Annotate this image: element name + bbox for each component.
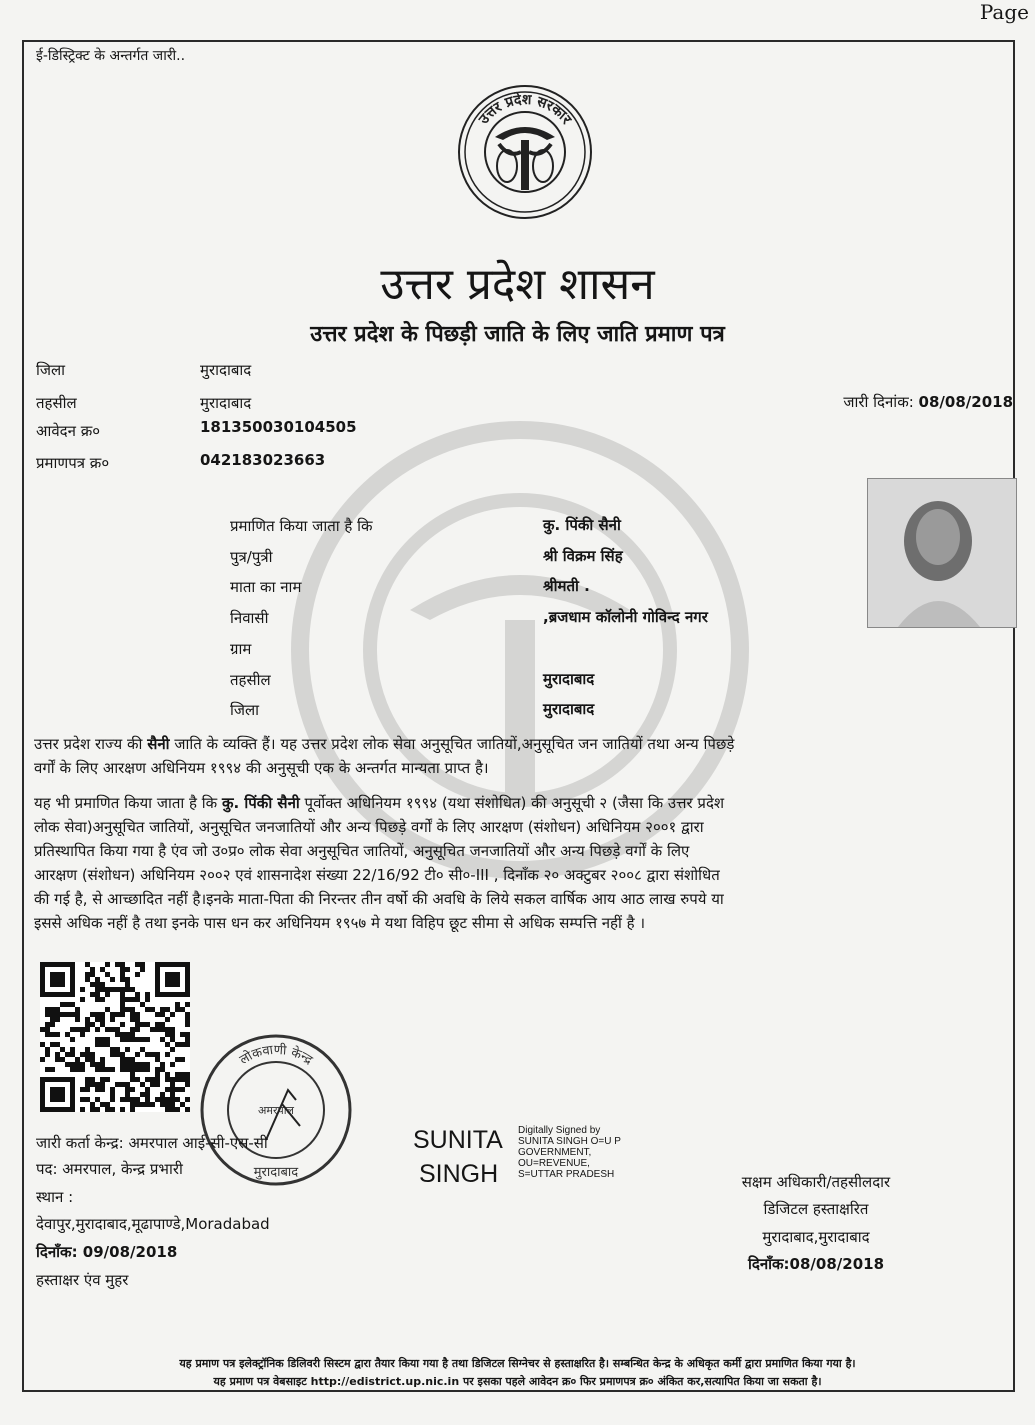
mother-name: श्रीमती .: [543, 577, 590, 595]
tehsil-label: तहसील: [36, 394, 77, 412]
footer-note-2: यह प्रमाण पत्र वेबसाइट http://edistrict.up.nic.in पर इसका पहले आवेदन क्र० फिर प्रमाणपत्र क्र० अंकित कर,सत्यापित किया जा सकता है।: [213, 1375, 822, 1388]
application-number-value: 181350030104505: [200, 418, 357, 436]
caste-paragraph: [34, 732, 1009, 780]
para2-line3: प्रतिस्थापित किया गया है एंव जो उ०प्र० लोक सेवा अनुसूचित जातियों, अनुसूचित जनजातियों और अन्य पिछड़े वर्गों के लिए: [34, 842, 690, 860]
certificate-number-value: 042183023663: [200, 451, 326, 469]
caste-name: सैनी: [147, 735, 170, 753]
para2-line6: इससे अधिक नहीं है तथा इनके पास धन कर अधिनियम १९५७ मे यथा विहिप छूट सीमा से अधिक सम्पत्ति नहीं है ।: [34, 914, 646, 932]
seal-bottom-text: मुरादाबाद: [253, 1165, 299, 1180]
seal-top-text: लोकवाणी केन्द्र: [237, 1042, 316, 1069]
issuing-center: जारी कर्ता केन्द्र: अमरपाल आई-सी-एस-सी: [36, 1134, 268, 1152]
digital-signature-details: [518, 1125, 621, 1180]
sig-detail-line: Digitally Signed by: [518, 1125, 601, 1136]
detail-district-label: जिला: [230, 701, 260, 719]
resident-label: निवासी: [230, 609, 269, 627]
sig-detail-line: S=UTTAR PRADESH: [518, 1169, 615, 1180]
verification-qr-code: [40, 962, 190, 1116]
parent-label: पुत्र/पुत्री: [230, 548, 273, 566]
page-label: Page: [979, 0, 1029, 24]
signature-and-seal-label: हस्ताक्षर एंव मुहर: [36, 1271, 129, 1289]
para2-line4: आरक्षण (संशोधन) अधिनियम २००२ एवं शासनादेश संख्या 22/16/92 टी० सी०-III , दिनाँक २० अक्टुबर २००८ द्वारा संशोधित: [34, 866, 720, 884]
authority-digital-signed: डिजिटल हस्ताक्षरित: [763, 1200, 869, 1218]
resident-address: ,ब्रजधाम कॉलोनी गोविन्द नगर: [543, 608, 708, 626]
father-name: श्री विक्रम सिंह: [543, 547, 623, 565]
tehsil-value: मुरादाबाद: [200, 394, 252, 412]
footer-note-1: यह प्रमाण पत्र इलेक्ट्रॉनिक डिलिवरी सिस्टम द्वारा तैयार किया गया है तथा डिजिटल सिग्नेचर से हस्ताक्षरित है। सम्बन्धित केन्द्र के अधिकृत कर्मी द्वारा प्रमाणित किया गया है।: [179, 1357, 856, 1370]
seal-mid-text: अमरपाल: [257, 1104, 295, 1117]
svg-text:लोकवाणी केन्द्र: [237, 1042, 316, 1069]
place-value: देवापुर,मुरादाबाद,मूढापाण्डे,Moradabad: [36, 1215, 270, 1233]
emblem-arc-text: उत्तर प्रदेश सरकार: [475, 91, 575, 128]
para2-applicant-name: कु. पिंकी सैनी: [221, 794, 300, 812]
district-label: जिला: [36, 361, 66, 379]
issuer-post: पद: अमरपाल, केन्द्र प्रभारी: [36, 1160, 183, 1178]
district-value: मुरादाबाद: [200, 361, 252, 379]
certificate-number-label: प्रमाणपत्र क्र०: [36, 454, 110, 472]
up-government-emblem: [455, 82, 595, 226]
para2-text-a: यह भी प्रमाणित किया जाता है कि: [34, 794, 222, 812]
para1-text-c: जाति के व्यक्ति हैं। यह उत्तर प्रदेश लोक सेवा अनुसूचित जातियों,अनुसूचित जन जातियों तथा अन्य पिछड़े: [169, 735, 735, 753]
place-label: स्थान :: [36, 1188, 74, 1206]
detail-tehsil-value: मुरादाबाद: [543, 670, 595, 688]
authority-title: सक्षम अधिकारी/तहसीलदार: [741, 1173, 891, 1191]
authority-location: मुरादाबाद,मुरादाबाद: [762, 1228, 870, 1246]
signer-last-name: SINGH: [419, 1160, 499, 1188]
issue-date-label: जारी दिनांक:: [843, 393, 914, 411]
detail-tehsil-label: तहसील: [230, 671, 271, 689]
para1-text-a: उत्तर प्रदेश राज्य की: [34, 735, 148, 753]
certification-paragraph: [34, 791, 1009, 935]
para2-line2: लोक सेवा)अनुसूचित जातियों, अनुसूचित जनजातियों और अन्य पिछड़े वर्गों के लिए आरक्षण (संशोधन) अधिनियम २००१ द्वारा: [34, 818, 704, 836]
issue-date-value: 08/08/2018: [918, 393, 1013, 411]
sig-detail-line: GOVERNMENT,: [518, 1147, 592, 1158]
issue-date: [843, 392, 1013, 412]
certified-label: प्रमाणित किया जाता है कि: [230, 517, 373, 535]
issuer-date: दिनाँक: 09/08/2018: [36, 1243, 178, 1261]
signer-first-name: SUNITA: [413, 1126, 503, 1154]
mother-label: माता का नाम: [230, 578, 302, 596]
issued-under-note: ई-डिस्ट्रिक्ट के अन्तर्गत जारी..: [36, 48, 186, 64]
certificate-subtitle: उत्तर प्रदेश के पिछड़ी जाति के लिए जाति प्रमाण पत्र: [310, 322, 725, 347]
applicant-name: कु. पिंकी सैनी: [543, 516, 621, 534]
authority-date: दिनाँक:08/08/2018: [747, 1255, 885, 1273]
para2-text-c: पूर्वोक्त अधिनियम १९९४ (यथा संशोधित) की अनुसूची २ (जैसा कि उत्तर प्रदेश: [299, 794, 725, 812]
certificate-title: उत्तर प्रदेश शासन: [380, 259, 655, 310]
para1-line2: वर्गों के लिए आरक्षण अधिनियम १९९४ की अनुसूची एक के अन्तर्गत मान्यता प्राप्त है।: [34, 759, 489, 777]
para2-line5: की गई है, से आच्छादित नहीं है।इनके माता-पिता की निरन्तर तीन वर्षो की अवधि के लिये सकल वार्षिक आय आठ लाख रुपये या: [34, 890, 724, 908]
center-seal: [196, 1030, 356, 1194]
sig-detail-line: OU=REVENUE,: [518, 1158, 590, 1169]
applicant-photo: [867, 478, 1017, 628]
sig-detail-line: SUNITA SINGH O=U P: [518, 1136, 621, 1147]
detail-district-value: मुरादाबाद: [543, 700, 595, 718]
application-number-label: आवेदन क्र०: [36, 422, 101, 440]
village-label: ग्राम: [230, 640, 252, 658]
